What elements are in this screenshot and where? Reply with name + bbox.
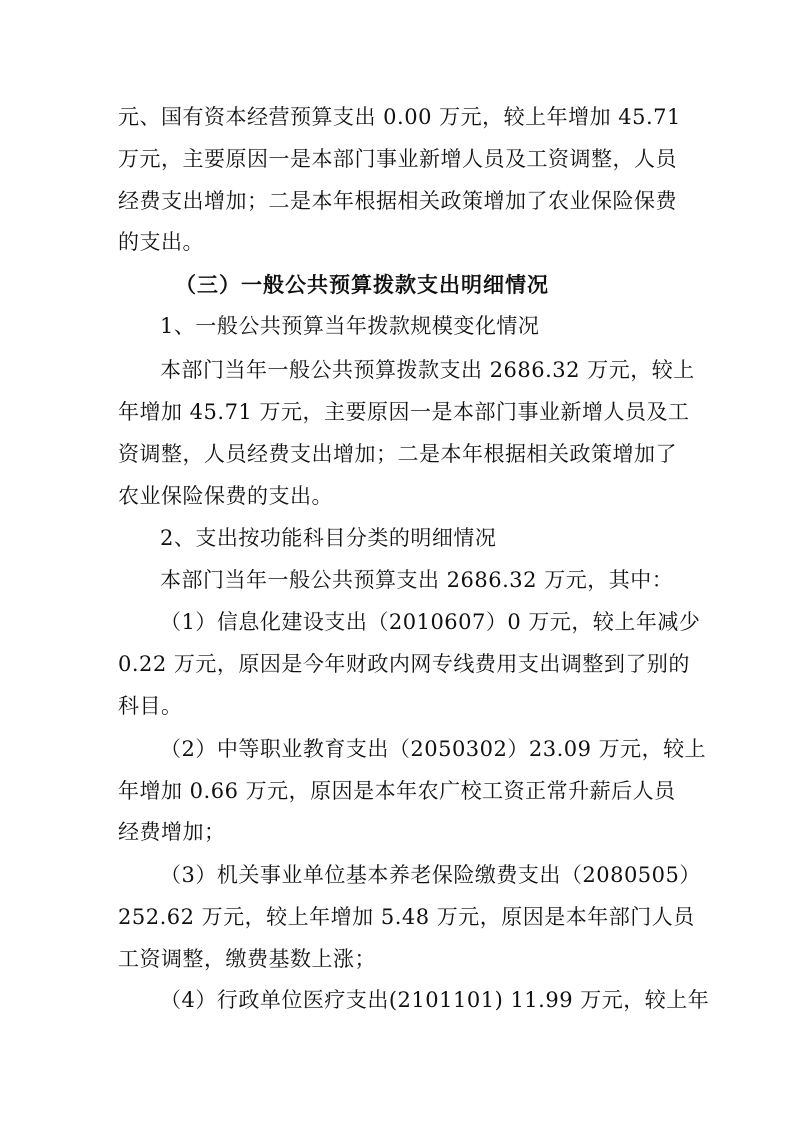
list-item-line: （1）信息化建设支出（2010607）0 万元，较上年减少 — [160, 610, 701, 634]
paragraph-line: 万元，主要原因一是本部门事业新增人员及工资调整，人员 — [118, 147, 677, 171]
list-item-line: （4）行政单位医疗支出(2101101) 11.99 万元，较上年 — [160, 988, 710, 1012]
subsection-heading: 1、一般公共预算当年拨款规模变化情况 — [160, 314, 540, 338]
paragraph-line: 资调整，人员经费支出增加；二是本年根据相关政策增加了 — [118, 442, 677, 466]
list-item-line: 经费增加； — [118, 820, 226, 844]
list-item-line: 工资调整，缴费基数上涨； — [118, 947, 376, 971]
list-item-line: 年增加 0.66 万元，原因是本年农广校工资正常升薪后人员 — [118, 779, 676, 803]
list-item-line: （3）机关事业单位基本养老保险缴费支出（2080505） — [160, 863, 701, 887]
paragraph-line: 元、国有资本经营预算支出 0.00 万元，较上年增加 45.71 — [118, 105, 681, 129]
list-item-line: 252.62 万元，较上年增加 5.48 万元，原因是本年部门人员 — [118, 905, 695, 929]
paragraph-line: 本部门当年一般公共预算拨款支出 2686.32 万元，较上 — [160, 358, 695, 382]
paragraph-line: 经费支出增加；二是本年根据相关政策增加了农业保险保费 — [118, 189, 677, 213]
paragraph-line: 的支出。 — [118, 230, 204, 254]
list-item-line: 0.22 万元，原因是今年财政内网专线费用支出调整到了别的 — [118, 652, 690, 676]
section-heading: （三）一般公共预算拨款支出明细情况 — [175, 272, 549, 297]
list-item-line: 科目。 — [118, 694, 183, 718]
paragraph-line: 农业保险保费的支出。 — [118, 484, 333, 508]
subsection-heading: 2、支出按功能科目分类的明细情况 — [160, 526, 497, 550]
paragraph-line: 年增加 45.71 万元，主要原因一是本部门事业新增人员及工 — [118, 400, 690, 424]
paragraph-line: 本部门当年一般公共预算支出 2686.32 万元，其中： — [160, 568, 674, 592]
list-item-line: （2）中等职业教育支出（2050302）23.09 万元，较上 — [160, 737, 707, 761]
